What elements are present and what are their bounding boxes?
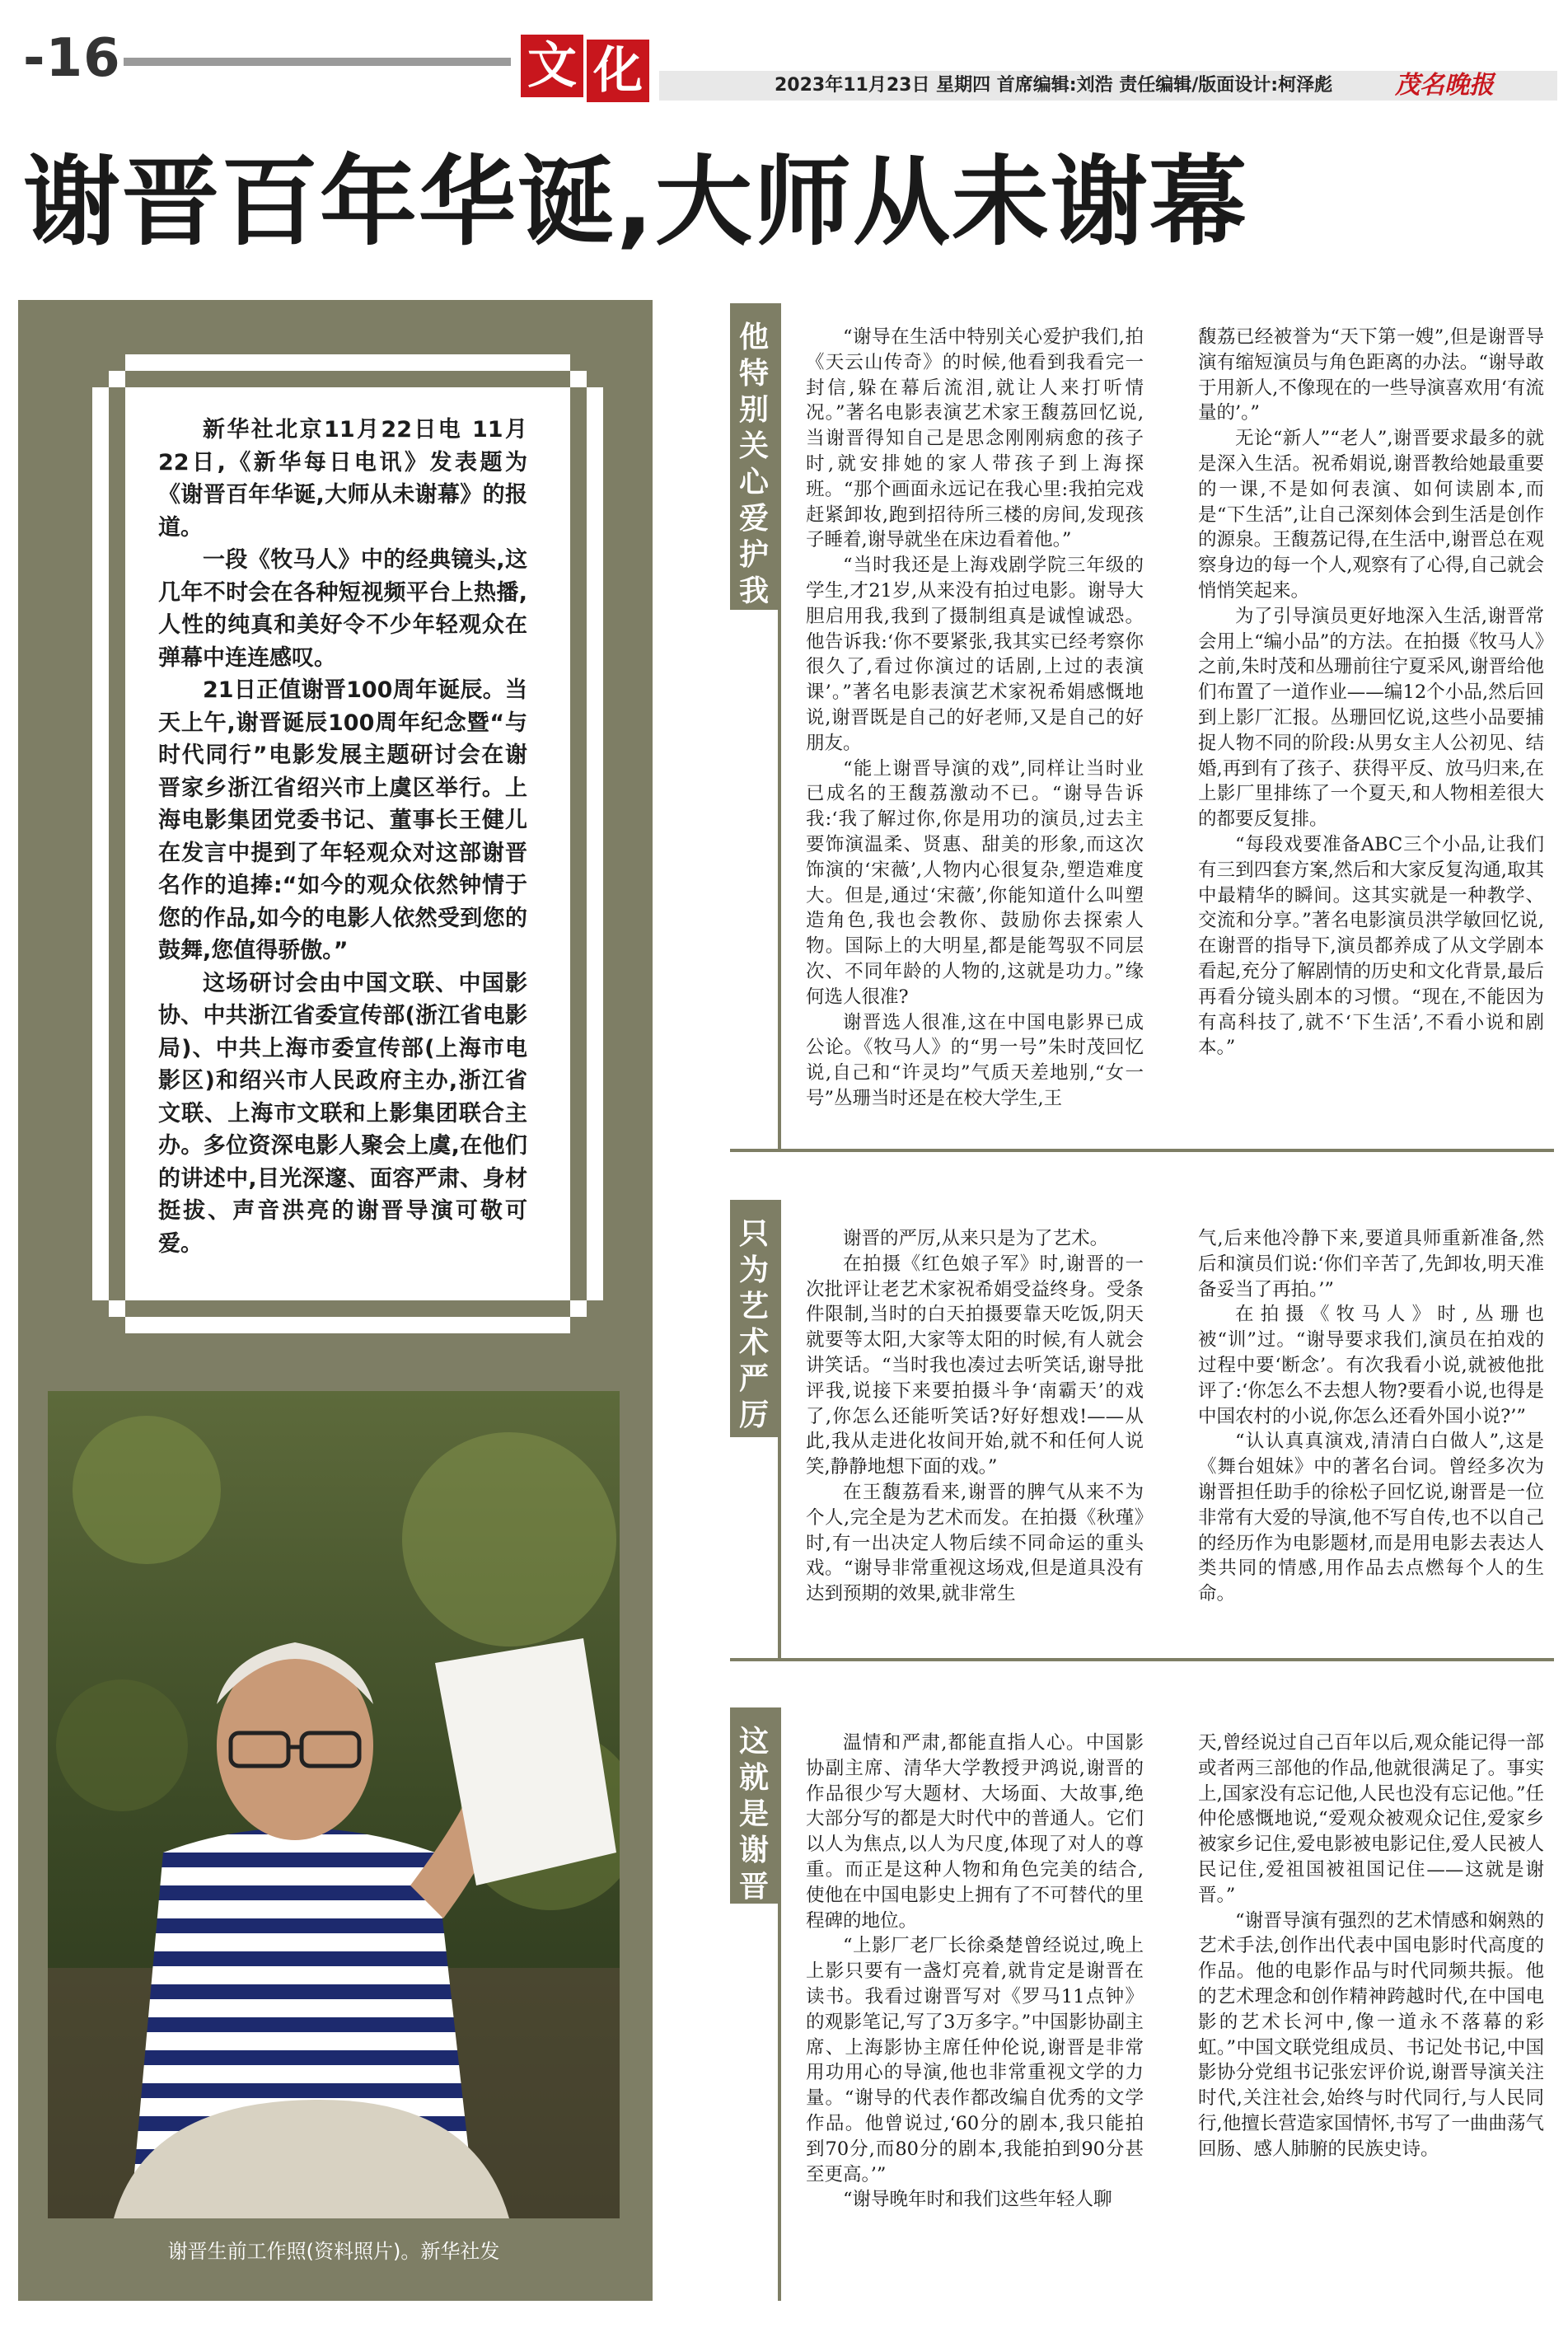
section-char-1: 文 [521, 35, 583, 97]
body-paragraph: 温情和严肃,都能直指人心。中国影协副主席、清华大学教授尹鸿说,谢晋的作品很少写大题材、大场面、大故事,绝大部分写的都是大时代中的普通人。它们以人为焦点,以人为尺度,体现了对人的尊重。而正是这种人物和角色完美的结合,使他在中国电影史上拥有了不可替代的里程碑的地位。 [806, 1732, 1144, 1932]
body-paragraph: “谢导晚年时和我们这些年轻人聊 [843, 2189, 1112, 2211]
body-paragraph: 馥荔已经被誉为“天下第一嫂”,但是谢晋导演有缩短演员与角色距离的办法。“谢导敢于用新人,不像现在的一些导演喜欢用‘有流量的’。” [1198, 326, 1544, 424]
body-paragraph: 在拍摄《红色娘子军》时,谢晋的一次批评让老艺术家祝希娟受益终身。受条件限制,当时的白天拍摄要靠天吃饭,阴天就要等太阳,大家等太阳的时候,有人就会讲笑话。“当时我也凑过去听笑话,谢导批评我,说接下来要拍摄斗争‘南霸天’的戏了,你怎么还能听笑话?好好想戏!——从此,我从走进化妆间开始,就不和任何人说笑,静静地想下面的戏。” [806, 1253, 1144, 1478]
body-paragraph: “每段戏要准备ABC三个小品,让我们有三到四套方案,然后和大家反复沟通,取其中最精华的瞬间。这其实就是一种教学、交流和分享。”著名电影演员洪学敏回忆说,在谢晋的指导下,演员都养成了从文学剧本看起,充分了解剧情的历史和文化背景,最后再看分镜头剧本的习惯。“现在,不能因为有高科技了,就不‘下生活’,不看小说和剧本。” [1198, 833, 1544, 1059]
section-bottom-rule-1 [730, 1149, 1554, 1152]
section-3-col-1 [806, 1731, 1144, 2213]
body-paragraph: “当时我还是上海戏剧学院三年级的学生,才21岁,从来没有拍过电影。谢导大胆启用我,我到了摄制组真是诚惶诚恐。他告诉我:‘你不要紧张,我其实已经考察你很久了,看过你演过的话剧,上过的表演课’。”著名电影表演艺术家祝希娟感慨地说,谢晋既是自己的好老师,又是自己的好朋友。 [806, 555, 1144, 754]
section-char-2: 化 [587, 40, 649, 102]
lead-paragraph: 21日正值谢晋100周年诞辰。当天上午,谢晋诞辰100周年纪念暨“与时代同行”电影发展主题研讨会在谢晋家乡浙江省绍兴市上虞区举行。上海电影集团党委书记、董事长王健儿在发言中提到了年轻观众对这部谢晋名作的追捧:“如今的观众依然钟情于您的作品,如今的电影人依然受到您的鼓舞,您值得骄傲。” [158, 677, 527, 963]
section-title-1 [730, 303, 778, 644]
section-2-col-1 [806, 1226, 1144, 1607]
lead-paragraph: 新华社北京11月22日电 11月22日,《新华每日电讯》发表题为《谢晋百年华诞,大师从未谢幕》的报道。 [158, 417, 527, 541]
body-paragraph: “认认真真演戏,清清白白做人”,这是《舞台姐妹》中的著名台词。曾经多次为谢晋担任助手的徐松子回忆说,谢晋是一位非常有大爱的导演,他不写自传,也不以自己的经历作为电影题材,而是用电影去表达人类共同的情感,用作品去点燃每个人的生命。 [1198, 1431, 1544, 1605]
lead-paragraph: 一段《牧马人》中的经典镜头,这几年不时会在各种短视频平台上热播,人性的纯真和美好令不少年轻观众在弹幕中连连感叹。 [158, 547, 527, 671]
section-title-text: 只为艺术严厉 [738, 1217, 769, 1432]
body-paragraph: “谢导在生活中特别关心爱护我们,拍《天云山传奇》的时候,他看到我看完一封信,躲在幕后流泪,就让人来打听情况。”著名电影表演艺术家王馥荔回忆说,当谢晋得知自己是思念刚刚病愈的孩子时,就安排她的家人带孩子到上海探班。“那个画面永远记在我心里:我拍完戏赶紧卸妆,跑到招待所三楼的房间,发现孩子睡着,谢导就坐在床边看着他。” [806, 326, 1144, 551]
lead-paragraph: 这场研讨会由中国文联、中国影协、中共浙江省委宣传部(浙江省电影局)、中共上海市委宣传部(上海市电影区)和绍兴市人民政府主办,浙江省文联、上海市文联和上影集团联合主办。多位资深电影人聚会上虞,在他们的讲述中,目光深邃、面容严肃、身材挺拔、声音洪亮的谢晋导演可敬可爱。 [158, 970, 527, 1257]
body-paragraph: “上影厂老厂长徐桑楚曾经说过,晚上上影只要有一盏灯亮着,就肯定是谢晋在读书。我看过谢晋写对《罗马11点钟》的观影笔记,写了3万多字。”中国影协副主席、上海影协主席任仲伦说,谢晋是非常用功用心的导演,他也非常重视文学的力量。“谢导的代表作都改编自优秀的文学作品。他曾说过,‘60分的剧本,我只能拍到70分,而80分的剧本,我能拍到90分甚至更高。’” [806, 1935, 1144, 2185]
section-rule-3 [778, 1707, 781, 2301]
body-paragraph: 无论“新人”“老人”,谢晋要求最多的就是深入生活。祝希娟说,谢晋教给她最重要的一课,不是如何表演、如何读剧本,而是“下生活”,让自己深刻体会到生活是创作的源泉。王馥荔记得,在生活中,谢晋总在观察身边的每一个人,观察有了心得,自己就会悄悄笑起来。 [1198, 428, 1544, 602]
body-paragraph: 为了引导演员更好地深入生活,谢晋常会用上“编小品”的方法。在拍摄《牧马人》之前,朱时茂和丛珊前往宁夏采风,谢晋给他们布置了一道作业——编12个小品,然后回到上影厂汇报。丛珊回忆说,这些小品要捕捉人物不同的阶段:从男女主人公初见、结婚,再到有了孩子、获得平反、放马归来,在上影厂里排练了一个夏天,和人物相差很大的都要反复排。 [1198, 605, 1544, 831]
page-number: -16 [23, 28, 121, 89]
body-paragraph: 天,曾经说过自己百年以后,观众能记得一部或者两三部他的作品,他就很满足了。事实上,国家没有忘记他,人民也没有忘记他。”任仲伦感慨地说,“爱观众被观众记住,爱家乡被家乡记住,爱电影被电影记住,爱人民被人民记住,爱祖国被祖国记住——这就是谢晋。” [1198, 1732, 1544, 1906]
body-paragraph: 在拍摄《牧马人》时,丛珊也被“训”过。“谢导要求我们,演员在拍戏的过程中要‘断念’。有次我看小说,就被他批评了:‘你怎么不去想人物?要看小说,也得是中国农村的小说,你怎么还看外国小说?’” [1198, 1304, 1544, 1427]
lead-text [158, 414, 527, 1260]
section-label [521, 35, 651, 102]
portrait-photo [48, 1391, 620, 2218]
body-paragraph: 谢晋选人很准,这在中国电影界已成公论。《牧马人》的“男一号”朱时茂回忆说,自己和“许灵均”气质天差地别,“女一号”丛珊当时还是在校大学生,王 [806, 1011, 1144, 1109]
body-paragraph: “能上谢晋导演的戏”,同样让当时业已成名的王馥荔激动不已。“谢导告诉我:‘我了解过你,你是用功的演员,过去主要饰演温柔、贤惠、甜美的形象,而这次饰演的‘宋薇’,人物内心很复杂,塑造难度大。但是,通过‘宋薇’,你能知道什么叫塑造角色,我也会教你、鼓励你去探索人物。国际上的大明星,都是能驾驭不同层次、不同年龄的人物的,这就是功力。”缘何选人很准? [806, 757, 1144, 1008]
portrait-illustration [48, 1391, 620, 2218]
body-paragraph: “谢晋导演有强烈的艺术情感和娴熟的艺术手法,创作出代表中国电影时代高度的作品。他的电影作品与时代同频共振。他的艺术理念和创作精神跨越时代,在中国电影的艺术长河中,像一道永不落幕的彩虹。”中国文联党组成员、书记处书记,中国影协分党组书记张宏评价说,谢晋导演关注时代,关注社会,始终与时代同行,与人民同行,他擅长营造家国情怀,书写了一曲曲荡气回肠、感人肺腑的民族史诗。 [1198, 1909, 1544, 2160]
section-rule-1 [778, 303, 781, 1152]
section-3-col-2 [1198, 1731, 1544, 2162]
headline: 谢晋百年华诞,大师从未谢幕 [23, 145, 1248, 259]
header-info-text: 2023年11月23日 星期四 首席编辑:刘浩 责任编辑/版面设计:柯泽彪 [775, 75, 1333, 96]
section-title-text: 他特别关心爱护我们 [738, 321, 769, 644]
section-title-2 [730, 1200, 778, 1437]
section-bottom-rule-2 [730, 1658, 1554, 1661]
section-1-col-1 [806, 325, 1144, 1112]
section-2-col-2 [1198, 1226, 1544, 1607]
section-title-3 [730, 1707, 778, 1904]
section-1-col-2 [1198, 325, 1544, 1061]
header-rule [124, 58, 511, 66]
body-paragraph: 谢晋的严厉,从来只是为了艺术。 [843, 1228, 1109, 1249]
newspaper-logo: 茂名晚报 [1395, 71, 1494, 100]
section-title-text: 这就是谢晋 [738, 1725, 769, 1904]
body-paragraph: 气,后来他冷静下来,要道具师重新准备,然后和演员们说:‘你们辛苦了,先卸妆,明天准备妥当了再拍。’” [1198, 1228, 1544, 1300]
section-rule-2 [778, 1200, 781, 1661]
body-paragraph: 在王馥荔看来,谢晋的脾气从来不为个人,完全是为艺术而发。在拍摄《秋瑾》时,有一出决定人物后续不同命运的重头戏。“谢导非常重视这场戏,但是道具没有达到预期的效果,就非常生 [806, 1481, 1144, 1605]
photo-caption: 谢晋生前工作照(资料照片)。新华社发 [167, 2240, 500, 2263]
